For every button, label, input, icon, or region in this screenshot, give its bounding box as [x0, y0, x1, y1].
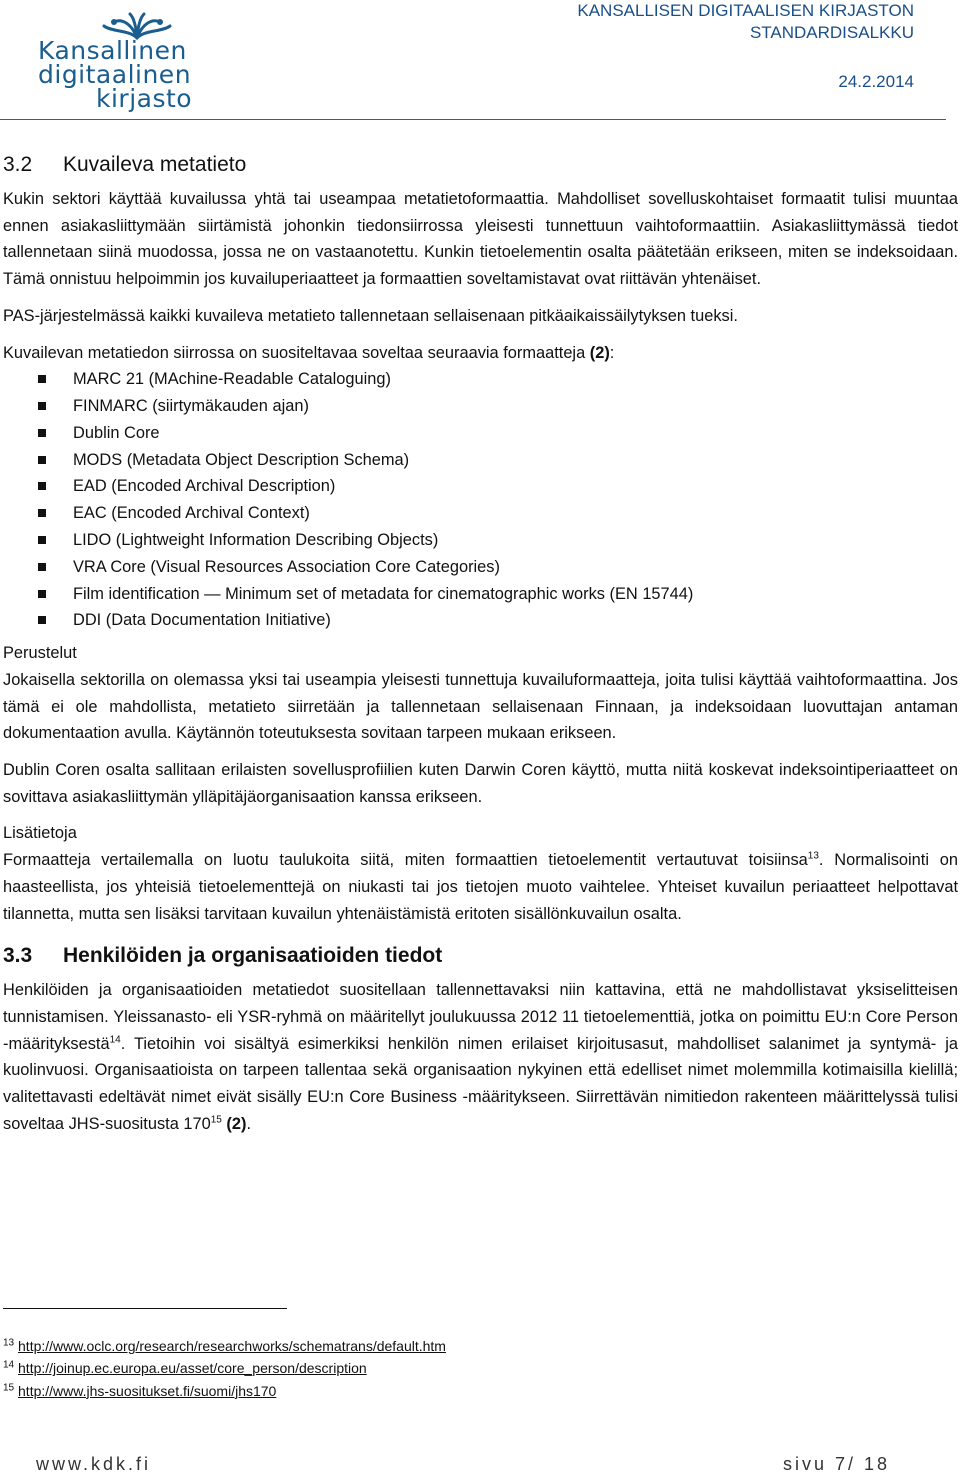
page-content: [3, 150, 958, 1137]
footnote-link[interactable]: http://www.oclc.org/research/researchworks/schematrans/default.htm: [18, 1338, 446, 1354]
footnote-link[interactable]: http://www.jhs-suositukset.fi/suomi/jhs170: [18, 1382, 277, 1399]
section-title: Henkilöiden ja organisaatioiden tiedot: [63, 944, 443, 968]
footnote-ref-14: 14: [109, 1034, 121, 1046]
header-divider: [0, 119, 946, 120]
format-list-item: Film identification — Minimum set of metadata for cinematographic works (EN 15744): [3, 581, 958, 608]
persons-text-b: . Tietoihin voi sisältyä esimerkiksi henkilön nimen erilaiset kirjoitusasut, mahdolliset salanimet ja syntymä- ja kuolinvuosi. Organisaatioista on tarpeen tallentaa sekä organisaation nykyinen että edelliset nimet molemmilla kotimaisilla kielillä; valitettavasti edeltävät nimet eivät sisälly EU:n Core Business -määritykseen. Siirrettävän nimitiedon rakenteen määrittelyssä tulisi soveltaa JHS-suositusta 170: [3, 1034, 958, 1133]
perustelut-heading: Perustelut: [3, 644, 77, 663]
footnote-ref-15: 15: [210, 1114, 222, 1126]
section-3-3-heading: [3, 941, 958, 971]
section-number: 3.3: [3, 944, 33, 968]
format-list-item: LIDO (Lightweight Information Describing Objects): [3, 527, 958, 554]
paragraph-intro: Kukin sektori käyttää kuvailussa yhtä tai useampaa metatietoformaattia. Mahdolliset sovelluskohtaiset formaatit tulisi muuntaa ennen asiakasliittymään siirtämistä johonkin tiedonsiirrossa yleisesti tunnettuun vaihtoformaattiin. Asiakasliittymässä tiedot tallennetaan siinä muodossa, jossa ne on vastaanotettu. Kunkin tietoelementin osalta päätetään erikseen, miten se indeksoidaan. Tämä onnistuu helpoimmin jos kuvailuperiaatteet ja formaattien soveltamistavat ovat riittävän yhtenäiset.: [3, 190, 958, 289]
kdk-logo: [12, 10, 292, 113]
footnotes: [3, 1335, 446, 1402]
persons-text-end: .: [246, 1114, 252, 1133]
document-title: [577, 0, 914, 44]
paragraph-pas: PAS-järjestelmässä kaikki kuvaileva metatieto tallennetaan sellaisenaan pitkäaikaissäilytyksen tueksi.: [3, 306, 738, 325]
reference-2: (2): [589, 343, 610, 362]
logo-line-2: digitaalinen: [38, 60, 192, 89]
logo-line-3: kirjasto: [96, 84, 193, 113]
document-title-line-2: STANDARDISALKKU: [749, 23, 914, 42]
format-list-item: EAD (Encoded Archival Description): [3, 473, 958, 500]
lisatietoja-heading: Lisätietoja: [3, 824, 77, 843]
document-title-line-1: KANSALLISEN DIGITAALISEN KIRJASTON: [577, 1, 914, 20]
document-date: 24.2.2014: [838, 72, 914, 91]
format-list-item: MARC 21 (MAchine-Readable Cataloguing): [3, 366, 958, 393]
format-list-item: DDI (Data Documentation Initiative): [3, 607, 958, 634]
footnote-number: 14: [3, 1359, 15, 1371]
format-list-item: MODS (Metadata Object Description Schema): [3, 447, 958, 474]
footnote-item: [3, 1380, 446, 1402]
lisatietoja-text-b: . Normalisointi on haasteellista, jos yhteisiä tietoelementtejä on niukasti tai jos tietojen muoto vaihtelee. Yhteiset kuvailun periaatteet helpottavat tilannetta, mutta sen lisäksi tarvitaan kuvailun yhtenäistämistä eritoten sisällönkuvailun osalta.: [3, 851, 958, 923]
paragraph-perustelut-2: Dublin Coren osalta sallitaan erilaisten sovellusprofiilien kuten Darwin Coren käyttö, mutta niitä koskevat indeksointiperiaatteet on sovittava asiakasliittymän ylläpitäjäorganisaation kanssa erikseen.: [3, 761, 958, 806]
footnote-number: 15: [3, 1382, 15, 1394]
section-3-2-heading: [3, 150, 958, 180]
format-list-item: VRA Core (Visual Resources Association Core Categories): [3, 554, 958, 581]
footnote-item: [3, 1335, 446, 1357]
footer-site[interactable]: www.kdk.fi: [36, 1454, 152, 1474]
section-number: 3.2: [3, 153, 33, 176]
logo-line-1: Kansallinen: [38, 36, 187, 65]
footnote-divider: [3, 1308, 287, 1309]
persons-text-a: Henkilöiden ja organisaatioiden metatiedot suositellaan tallennettavaksi niin kattavina, että ne mahdollistavat yksiselitteisen tunnistamisen. Yleissanasto- eli YSR-ryhmä on määritellyt joulukuussa 2012 11 tietoelementtiä, jotka on poimittu EU:n Core Person -määrityksestä: [3, 981, 958, 1053]
paragraph-perustelut-1: Jokaisella sektorilla on olemassa yksi tai useampia yleisesti tunnettuja kuvailuformaatteja, joita tulisi käyttää vaihtoformaattina. Jos tämä ei ole mahdollista, metatieto siirretään ja tallennetaan sellaisenaan Finnaan, ja indeksoidaan luovuttajan antaman dokumentaation avulla. Käytännön toteutuksesta sovitaan tarpeen mukaan erikseen.: [3, 670, 958, 743]
footnote-item: [3, 1357, 446, 1379]
lisatietoja-text-a: Formaatteja vertailemalla on luotu taulukoita siitä, miten formaattien tietoelementit vertautuvat toisiinsa: [3, 851, 808, 870]
format-list-item: FINMARC (siirtymäkauden ajan): [3, 393, 958, 420]
section-title: Kuvaileva metatieto: [63, 153, 247, 176]
reference-2: (2): [226, 1114, 247, 1133]
format-list-item: EAC (Encoded Archival Context): [3, 500, 958, 527]
formats-intro-text: Kuvailevan metatiedon siirrossa on suositeltavaa soveltaa seuraavia formaatteja: [3, 343, 590, 362]
formats-intro-end: :: [609, 343, 615, 362]
paragraph-lisatietoja: [3, 847, 958, 927]
footer-page-number: sivu 7/ 18: [782, 1454, 890, 1474]
format-list: [3, 366, 958, 634]
paragraph-persons-orgs: [3, 977, 958, 1137]
format-list-item: Dublin Core: [3, 420, 958, 447]
footnote-ref-13: 13: [807, 850, 819, 862]
page-header: [0, 0, 960, 120]
footnote-number: 13: [3, 1337, 15, 1349]
paragraph-formats-intro: [3, 340, 958, 367]
footnote-link[interactable]: http://joinup.ec.europa.eu/asset/core_person/description: [18, 1360, 367, 1377]
